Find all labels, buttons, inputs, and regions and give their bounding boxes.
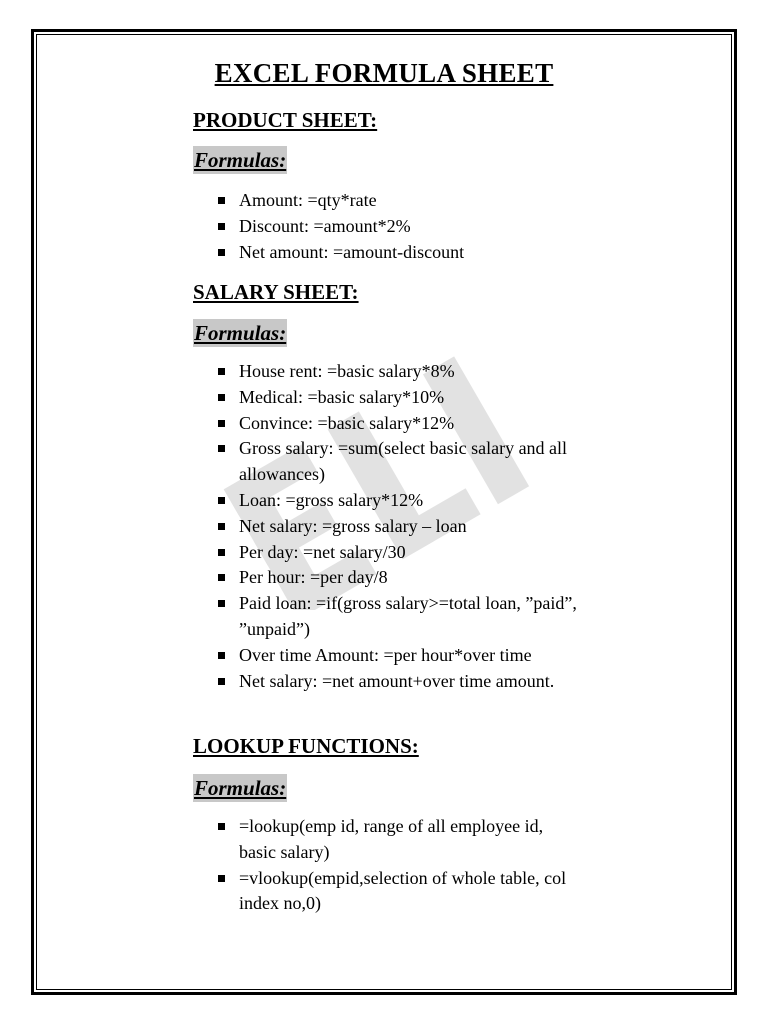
formula-list-product	[0, 188, 768, 265]
bullet-square-icon	[218, 249, 225, 256]
list-item: Loan: =gross salary*12%	[0, 488, 579, 514]
list-item: Amount: =qty*rate	[0, 188, 579, 214]
list-item: Over time Amount: =per hour*over time	[0, 643, 579, 669]
list-item: Net salary: =net amount+over time amount.	[0, 669, 579, 695]
section-heading-salary-sheet: SALARY SHEET:	[193, 280, 359, 304]
bullet-square-icon	[218, 652, 225, 659]
bullet-square-icon	[218, 394, 225, 401]
bullet-square-icon	[218, 420, 225, 427]
bullet-square-icon	[218, 600, 225, 607]
formula-list-lookup	[0, 814, 768, 917]
bullet-square-icon	[218, 497, 225, 504]
list-item: Net salary: =gross salary – loan	[0, 514, 579, 540]
list-item: Paid loan: =if(gross salary>=total loan, ”paid”, ”unpaid”)	[0, 591, 579, 643]
list-item: Medical: =basic salary*10%	[0, 385, 579, 411]
section-heading-product-sheet: PRODUCT SHEET:	[193, 108, 378, 132]
list-item: House rent: =basic salary*8%	[0, 359, 579, 385]
bullet-square-icon	[218, 549, 225, 556]
list-item: Per hour: =per day/8	[0, 565, 579, 591]
list-item: =lookup(emp id, range of all employee id, basic salary)	[0, 814, 579, 866]
bullet-square-icon	[218, 223, 225, 230]
list-item: Convince: =basic salary*12%	[0, 411, 579, 437]
list-item: Per day: =net salary/30	[0, 540, 579, 566]
bullet-square-icon	[218, 445, 225, 452]
formulas-label: Formulas:	[194, 776, 287, 800]
bullet-square-icon	[218, 678, 225, 685]
page-title: EXCEL FORMULA SHEET	[214, 58, 554, 88]
formula-list-salary	[0, 359, 768, 694]
formulas-label: Formulas:	[194, 148, 287, 172]
section-heading-lookup-functions: LOOKUP FUNCTIONS:	[193, 734, 419, 758]
bullet-square-icon	[218, 574, 225, 581]
list-item: =vlookup(empid,selection of whole table, col index no,0)	[0, 866, 579, 918]
list-item: Gross salary: =sum(select basic salary and all allowances)	[0, 436, 579, 488]
bullet-square-icon	[218, 197, 225, 204]
bullet-square-icon	[218, 875, 225, 882]
bullet-square-icon	[218, 523, 225, 530]
list-item: Discount: =amount*2%	[0, 214, 579, 240]
formulas-label: Formulas:	[194, 321, 287, 345]
bullet-square-icon	[218, 368, 225, 375]
list-item: Net amount: =amount-discount	[0, 240, 579, 266]
bullet-square-icon	[218, 823, 225, 830]
